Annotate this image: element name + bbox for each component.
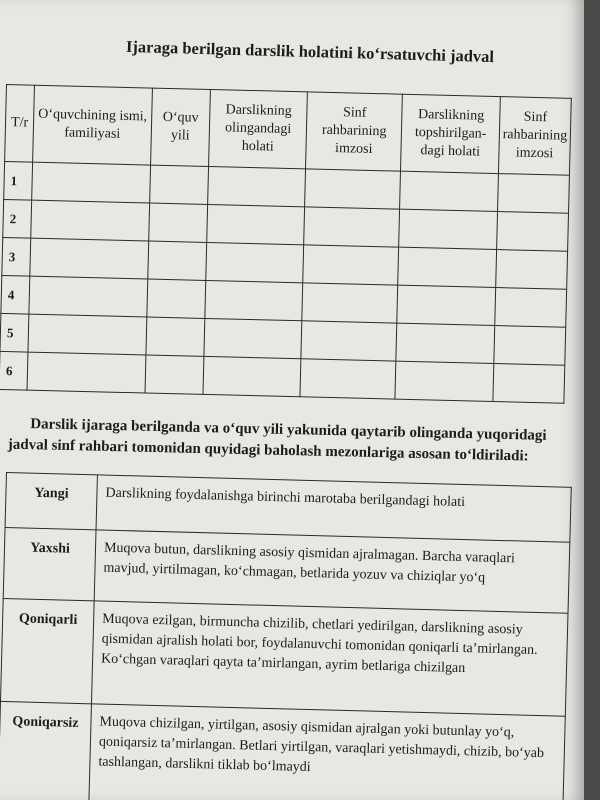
table-header-row bbox=[5, 85, 572, 176]
criteria-description: Muqova ezilgan, birmuncha chizilib, chetlari yedirilgan, darslikning asosiy qismidan ajralish holati bor, foydalanuvchi tomonidan qoniqarli taʼmirlangan. Koʻchgan varaqlari qayta taʼmirlangan, ayrim betlariga chizilgan bbox=[91, 601, 568, 716]
condition-received-cell bbox=[205, 280, 303, 320]
condition-received-cell bbox=[203, 356, 301, 396]
signature-returned-cell bbox=[493, 364, 565, 404]
condition-returned-cell bbox=[395, 361, 494, 401]
signature-received-cell bbox=[301, 321, 397, 361]
school-year-cell bbox=[145, 355, 204, 394]
condition-returned-cell bbox=[398, 247, 497, 287]
criteria-intro-text: Darslik ijaraga berilganda va oʻquv yili yakunida qaytarib olinganda yuqoridagi jadval sinf rahbari tomonidan quyidagi baholash mezonlariga asosan toʻldiriladi: bbox=[7, 416, 547, 465]
student-name-cell bbox=[27, 352, 146, 393]
student-name-cell bbox=[31, 200, 150, 241]
school-year-cell bbox=[146, 317, 205, 356]
criteria-description: Muqova chizilgan, yirtilgan, asosiy qismidan ajralgan yoki butunlay yoʻq, qoniqarsiz taʼmirlangan. Betlari yirtilgan, varaqlari yetishmaydi, chizib, boʻyab tashlangan, darslikni tiklab boʻlmaydi bbox=[89, 704, 566, 800]
signature-returned-cell bbox=[494, 326, 566, 366]
condition-received-cell bbox=[208, 166, 306, 206]
assessment-criteria-table bbox=[0, 472, 572, 800]
row-number: 5 bbox=[0, 313, 29, 352]
school-year-cell bbox=[149, 165, 208, 204]
signature-received-cell bbox=[304, 207, 400, 247]
student-name-cell bbox=[30, 238, 149, 279]
criteria-description: Darslikning foydalanishga birinchi marotaba berilgandagi holati bbox=[96, 475, 571, 542]
signature-received-cell bbox=[305, 169, 401, 209]
school-year-cell bbox=[149, 203, 208, 242]
row-number: 3 bbox=[2, 237, 31, 276]
condition-returned-cell bbox=[396, 323, 495, 363]
signature-received-cell bbox=[302, 283, 398, 323]
signature-returned-cell bbox=[497, 212, 569, 252]
student-name-cell bbox=[29, 276, 148, 317]
criteria-label: Yaxshi bbox=[3, 527, 96, 600]
signature-returned-cell bbox=[495, 288, 567, 328]
rental-record-table bbox=[0, 84, 572, 404]
column-header-school-year: Oʻquv yili bbox=[150, 88, 210, 166]
condition-received-cell bbox=[206, 242, 304, 282]
column-header-student-name: Oʻquvchining ismi, familiyasi bbox=[33, 85, 153, 165]
signature-received-cell bbox=[300, 359, 396, 399]
table-row bbox=[0, 598, 568, 716]
student-name-cell bbox=[32, 162, 151, 203]
signature-returned-cell bbox=[496, 250, 568, 290]
row-number: 1 bbox=[4, 161, 33, 200]
school-year-cell bbox=[147, 279, 206, 318]
signature-returned-cell bbox=[498, 174, 570, 214]
school-year-cell bbox=[148, 241, 207, 280]
row-number: 6 bbox=[0, 351, 28, 390]
row-number: 4 bbox=[1, 275, 30, 314]
row-number: 2 bbox=[3, 199, 32, 238]
condition-returned-cell bbox=[400, 171, 499, 211]
column-header-teacher-signature-received: Sinf rahbarining imzosi bbox=[306, 92, 403, 171]
column-header-teacher-signature-returned: Sinf rahbarining imzosi bbox=[499, 97, 572, 176]
condition-received-cell bbox=[204, 318, 302, 358]
condition-received-cell bbox=[207, 204, 305, 244]
criteria-description: Muqova butun, darslikning asosiy qismidan ajralmagan. Barcha varaqlari mavjud, yirtilmagan, koʻchmagan, betlarida yozuv va chiziqlar yoʻq bbox=[94, 530, 570, 613]
condition-returned-cell bbox=[397, 285, 496, 325]
student-name-cell bbox=[28, 314, 147, 355]
table-row bbox=[0, 701, 565, 800]
page-title: Ijaraga berilgan darslik holatini koʻrsatuvchi jadval bbox=[125, 36, 495, 67]
criteria-label: Qoniqarsiz bbox=[0, 701, 91, 800]
column-header-condition-returned: Darslikning topshirilgan-dagi holati bbox=[401, 94, 501, 173]
criteria-label: Yangi bbox=[5, 473, 97, 530]
condition-returned-cell bbox=[399, 209, 498, 249]
signature-received-cell bbox=[303, 245, 399, 285]
criteria-label: Qoniqarli bbox=[0, 598, 94, 703]
column-header-condition-received: Darslikning olingandagi holati bbox=[209, 90, 308, 169]
column-header-number: T/r bbox=[5, 85, 35, 163]
